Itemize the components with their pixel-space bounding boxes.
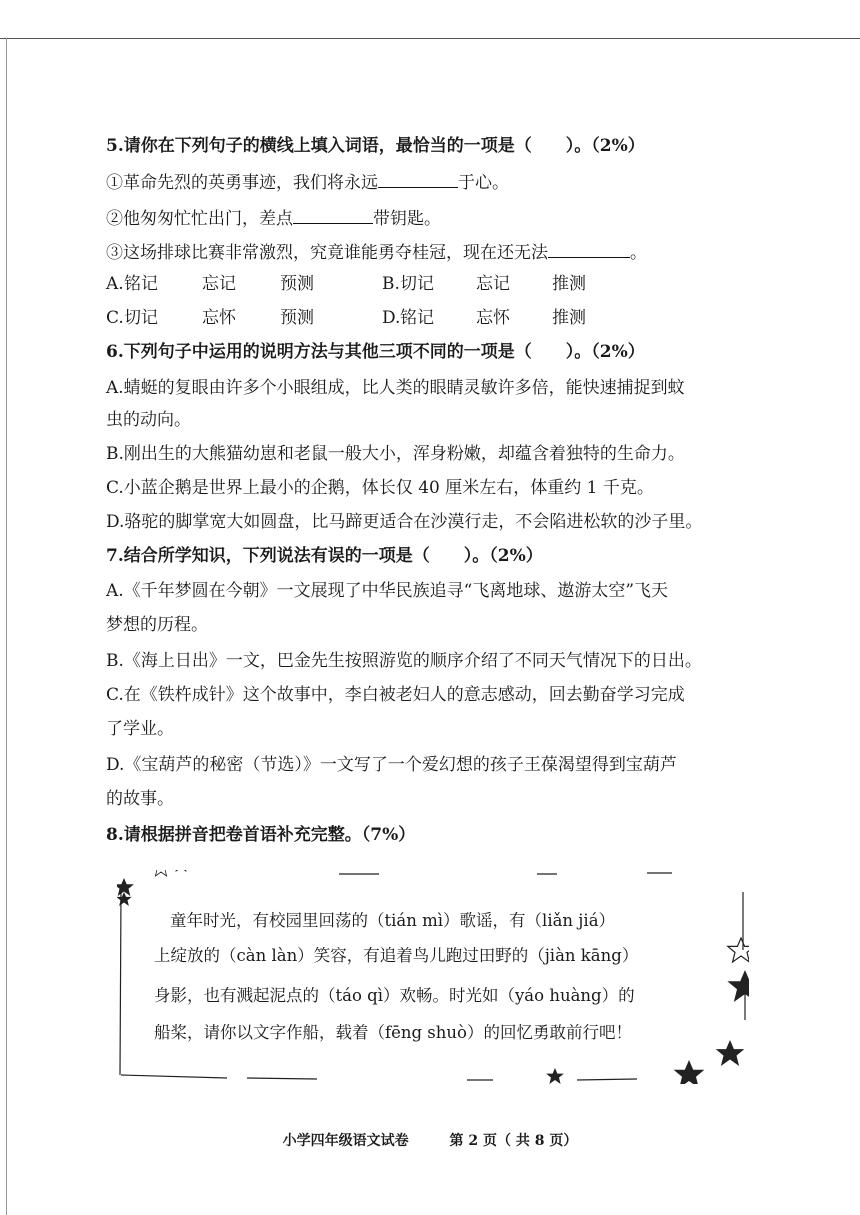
preface-line-4: 船桨，请你以文字作船，载着（fēng shuò）的回忆勇敢前行吧！ [154, 1023, 632, 1042]
option-c-letter: C. [106, 308, 124, 328]
page-left-rule [6, 38, 7, 1215]
page-footer [0, 1130, 860, 1150]
answer-blank-3[interactable] [548, 241, 630, 258]
question-7-option-a-line-2: 梦想的历程。 [106, 615, 208, 635]
question-7-option-c-line-2: 了学业。 [106, 719, 174, 739]
option-b-word-3: 推测 [552, 274, 586, 294]
option-a-word-3: 预测 [280, 274, 314, 294]
option-a-word-2: 忘记 [202, 274, 236, 294]
preface-line-3: 身影，也有溅起泥点的（táo qì）欢畅。时光如（yáo huàng）的 [154, 986, 635, 1005]
option-d-word-3: 推测 [552, 308, 586, 328]
option-d-word-1: 铭记 [400, 308, 434, 328]
preface-frame [117, 870, 749, 1084]
question-5-sentence-3: ③这场排球比赛非常激烈，究竟谁能勇夺桂冠，现在还无法 。 [106, 243, 647, 263]
option-b-word-2: 忘记 [476, 274, 510, 294]
question-6-option-c: C.小蓝企鹅是世界上最小的企鹅，体长仅 40 厘米左右，体重约 1 千克。 [106, 478, 654, 498]
star-border-decoration [117, 870, 749, 1084]
question-5-sentence-1: ①革命先烈的英勇事迹，我们将永远 于心。 [106, 173, 509, 193]
question-6-option-a-line-2: 虫的动向。 [106, 410, 191, 430]
option-b-word-1: 切记 [400, 274, 434, 294]
question-6-option-b: B.刚出生的大熊猫幼崽和老鼠一般大小，浑身粉嫩，却蕴含着独特的生命力。 [106, 444, 685, 464]
question-7-stem: 7.结合所学知识，下列说法有误的一项是（ ）。（2%） [106, 546, 543, 566]
question-6-option-a-line-1: A.蜻蜓的复眼由许多个小眼组成，比人类的眼睛灵敏许多倍，能快速捕捉到蚊 [106, 378, 685, 398]
footer-exam-title: 小学四年级语文试卷 [282, 1133, 409, 1149]
option-a-word-1: 铭记 [124, 274, 158, 294]
question-7-option-b: B.《海上日出》一文，巴金先生按照游览的顺序介绍了不同天气情况下的日出。 [106, 651, 702, 671]
option-c-word-1: 切记 [124, 308, 158, 328]
footer-page-number: 第 2 页（ 共 8 页） [449, 1133, 578, 1149]
question-6-option-d: D.骆驼的脚掌宽大如圆盘，比马蹄更适合在沙漠行走，不会陷进松软的沙子里。 [106, 512, 703, 532]
option-b-letter: B. [382, 274, 400, 294]
option-a-letter: A. [106, 274, 124, 294]
question-5-stem: 5.请你在下列句子的横线上填入词语，最恰当的一项是（ ）。（2%） [106, 136, 645, 156]
option-d-word-2: 忘怀 [476, 308, 510, 328]
option-c-word-3: 预测 [280, 308, 314, 328]
preface-line-2: 上绽放的（càn làn）笑容，有追着鸟儿跑过田野的（jiàn kāng） [154, 946, 639, 965]
page-top-rule [0, 38, 860, 39]
question-7-option-c-line-1: C.在《铁杵成针》这个故事中，李白被老妇人的意志感动，回去勤奋学习完成 [106, 685, 685, 705]
answer-blank-1[interactable] [378, 171, 458, 188]
question-6-stem: 6.下列句子中运用的说明方法与其他三项不同的一项是（ ）。（2%） [106, 342, 645, 362]
preface-line-1: 童年时光，有校园里回荡的（tián mì）歌谣，有（liǎn jiá） [170, 911, 616, 930]
option-d-letter: D. [382, 308, 401, 328]
question-8-stem: 8.请根据拼音把卷首语补充完整。（7%） [106, 825, 416, 845]
question-5-sentence-2: ②他匆匆忙忙出门，差点 带钥匙。 [106, 209, 441, 229]
question-7-option-a-line-1: A.《千年梦圆在今朝》一文展现了中华民族追寻“飞离地球、遨游太空”飞天 [106, 581, 669, 601]
question-7-option-d-line-2: 的故事。 [106, 789, 174, 809]
question-7-option-d-line-1: D.《宝葫芦的秘密（节选）》一文写了一个爱幻想的孩子王葆渴望得到宝葫芦 [106, 755, 677, 775]
option-c-word-2: 忘怀 [202, 308, 236, 328]
answer-blank-2[interactable] [293, 207, 373, 224]
